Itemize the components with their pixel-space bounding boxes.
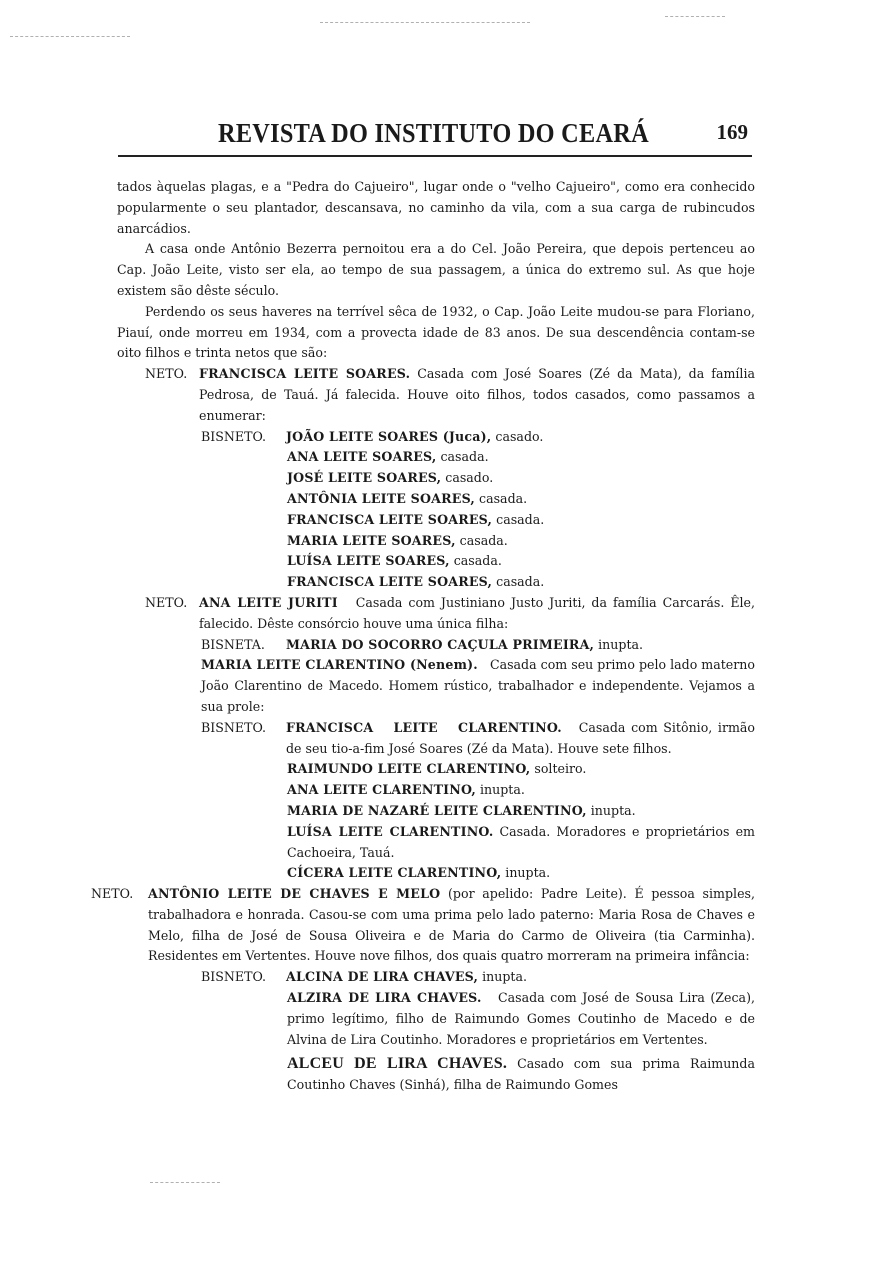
bisneto-name: LUÍSA LEITE SOARES,: [287, 553, 450, 569]
bisneto-description: Casada com José de Sousa Lira (Zeca), primo legítimo, filho de Raimundo Gomes Coutinho de Macedo e de Alvina de Lira Coutinho. Moradores e proprietários em Vertentes.: [287, 990, 755, 1047]
daughter-name: MARIA LEITE CLARENTINO (Nenem).: [201, 657, 478, 673]
bisneto-list: [287, 988, 755, 1096]
page-header: [118, 118, 752, 158]
daughter-description: Casada com seu primo pelo lado materno João Clarentino de Macedo. Homem rústico, trabalhador e independente. Vejamos a sua prole:: [201, 657, 755, 714]
bisneto-status: casada.: [496, 511, 545, 527]
bisneto-entry: [287, 863, 755, 884]
bisneto-status: Casada. Moradores e proprietários em Cachoeira, Tauá.: [287, 823, 755, 860]
bisneto-status: inupta.: [479, 782, 525, 798]
bisneto-name: ANTÔNIA LEITE SOARES,: [287, 490, 476, 506]
neto-name: ANTÔNIO LEITE DE CHAVES E MELO: [148, 886, 441, 902]
neto-label: NETO.: [145, 366, 188, 382]
bisneto-entry: [287, 822, 755, 864]
bisneto-entry: [287, 572, 755, 593]
bisneto-text: [286, 427, 755, 448]
bisneta-block: [201, 635, 755, 760]
bisneto-name: JOÃO LEITE SOARES (Juca),: [286, 428, 492, 444]
bisneto-entry: [287, 759, 755, 780]
bisneto-block: [201, 427, 755, 448]
bisneto-description: Casado com sua prima Raimunda Coutinho Chaves (Sinhá), filha de Raimundo Gomes: [287, 1056, 755, 1093]
bisneto-entry: [287, 468, 755, 489]
bisneto-entry: [287, 988, 755, 1050]
bisneto-status: inupta.: [590, 802, 636, 818]
bisneto-list: [287, 447, 755, 593]
bisneto-name: ALZIRA DE LIRA CHAVES.: [287, 990, 482, 1006]
scan-artifact-line: [665, 16, 725, 17]
bisneto-name: RAIMUNDO LEITE CLARENTINO,: [287, 761, 531, 777]
neto-description: Casada com José Soares (Zé da Mata), da família Pedrosa, de Tauá. Já falecida. Houve oito filhos, todos casados, como passamos a enumerar:: [199, 366, 755, 423]
bisneto-label: BISNETO.: [201, 969, 267, 985]
bisneto-entry: [287, 551, 755, 572]
bisneto-name: JOSÉ LEITE SOARES,: [287, 470, 442, 486]
bisneto-status: inupta.: [482, 969, 527, 985]
intro-paragraph: Perdendo os seus haveres na terrível sêca de 1932, o Cap. João Leite mudou-se para Floriano, Piauí, onde morreu em 1934, com a provecta idade de 83 anos. De sua descendência contam-se oito filhos e trinta netos que são:: [117, 303, 755, 361]
bisneta-name: MARIA DO SOCORRO CAÇULA PRIMEIRA,: [286, 636, 595, 652]
journal-title: REVISTA DO INSTITUTO DO CEARÁ: [218, 118, 649, 148]
bisneto-name: ANA LEITE CLARENTINO,: [287, 782, 476, 798]
bisneto-block: [201, 967, 755, 988]
bisneto-status: casada.: [459, 532, 508, 548]
neto-name: FRANCISCA LEITE SOARES.: [199, 366, 411, 382]
bisneto-label: BISNETO.: [201, 428, 267, 444]
neto-description: (por apelido: Padre Leite). É pessoa simples, trabalhadora e honrada. Casou-se com uma prima pelo lado paterno: Maria Rosa de Chaves e Melo, filha de José de Sousa Oliveira e de Maria do Carmo de Oliveira (tia Carminha). Residentes em Vertentes. Houve nove filhos, dos quais quatro morreram na primeira infância:: [148, 886, 755, 964]
neto-entry: [117, 364, 755, 426]
bisneto-entry: [287, 447, 755, 468]
daughter-entry: [201, 655, 755, 717]
page-body: [91, 177, 756, 1096]
bisneto-name: CÍCERA LEITE CLARENTINO,: [287, 865, 502, 881]
bisneta-label: BISNETA.: [201, 636, 265, 652]
neto-text: [199, 593, 755, 635]
bisneto-name: ALCINA DE LIRA CHAVES,: [286, 969, 479, 985]
bisneto-status: inupta.: [505, 865, 551, 881]
bisneto-entry: [287, 489, 755, 510]
header-rule: [118, 155, 752, 157]
bisneto-name: FRANCISCA LEITE CLARENTINO.: [286, 719, 562, 735]
scan-artifact-line: [10, 36, 130, 37]
bisneto-label: BISNETO.: [201, 719, 267, 735]
neto-entry: [91, 884, 755, 967]
bisneto-list: [287, 759, 755, 884]
bisneta-entry: [201, 635, 755, 656]
bisneta-text: [286, 635, 755, 656]
bisneto-entry: [287, 780, 755, 801]
bisneto-status: casado.: [445, 470, 494, 486]
bisneto-entry: [287, 510, 755, 531]
bisneto-status: casada.: [496, 574, 545, 590]
neto-label: NETO.: [145, 594, 188, 610]
neto-text: [199, 364, 755, 426]
bisneto-text: [286, 967, 755, 988]
intro-paragraph: tados àquelas plagas, e a "Pedra do Cajueiro", lugar onde o "velho Cajueiro", como era conhecido popularmente o seu plantador, descansava, no caminho da vila, com a sua carga de rubincudos anarcádios.: [117, 179, 755, 236]
bisneto-entry: [201, 967, 755, 988]
bisneta-status: inupta.: [598, 636, 644, 652]
bisneto-text: [286, 718, 755, 760]
intro-paragraph: A casa onde Antônio Bezerra pernoitou era a do Cel. João Pereira, que depois pertenceu ao Cap. João Leite, visto ser ela, ao tempo de sua passagem, a única do extremo sul. As que hoje existem são dêste século.: [117, 241, 755, 298]
bisneto-entry: [287, 1054, 755, 1096]
bisneto-name: ANA LEITE SOARES,: [287, 449, 437, 465]
bisneto-entry: [287, 531, 755, 552]
bisneto-name: ALCEU DE LIRA CHAVES.: [287, 1055, 508, 1073]
neto-name: ANA LEITE JURITI: [199, 594, 338, 610]
bisneto-status: solteiro.: [534, 761, 587, 777]
bisneto-status: casada.: [440, 449, 489, 465]
bisneto-name: FRANCISCA LEITE SOARES,: [287, 574, 493, 590]
bisneto-name: MARIA DE NAZARÉ LEITE CLARENTINO,: [287, 802, 587, 818]
bisneto-status: casada.: [453, 553, 502, 569]
scan-artifact-line: [320, 22, 530, 23]
bisneto-entry: [201, 718, 755, 760]
page-number: 169: [716, 120, 748, 144]
neto-description: Casada com Justiniano Justo Juriti, da família Carcarás. Êle, falecido. Dêste consórcio houve uma única filha:: [199, 594, 756, 631]
bisneto-entry: [287, 801, 755, 822]
bisneto-name: MARIA LEITE SOARES,: [287, 532, 456, 548]
bisneto-name: LUÍSA LEITE CLARENTINO.: [287, 823, 494, 839]
bisneto-status: casada.: [479, 490, 528, 506]
neto-entry: [117, 593, 755, 635]
neto-text: [148, 884, 755, 967]
bisneto-entry: [201, 427, 755, 448]
bisneto-name: FRANCISCA LEITE SOARES,: [287, 511, 493, 527]
scan-artifact-line: [150, 1182, 220, 1183]
bisneto-status: casado.: [495, 428, 544, 444]
bisneto-description: Casada com Sitônio, irmão de seu tio-a-fim José Soares (Zé da Mata). Houve sete filhos.: [286, 719, 755, 756]
neto-label: NETO.: [91, 886, 134, 902]
